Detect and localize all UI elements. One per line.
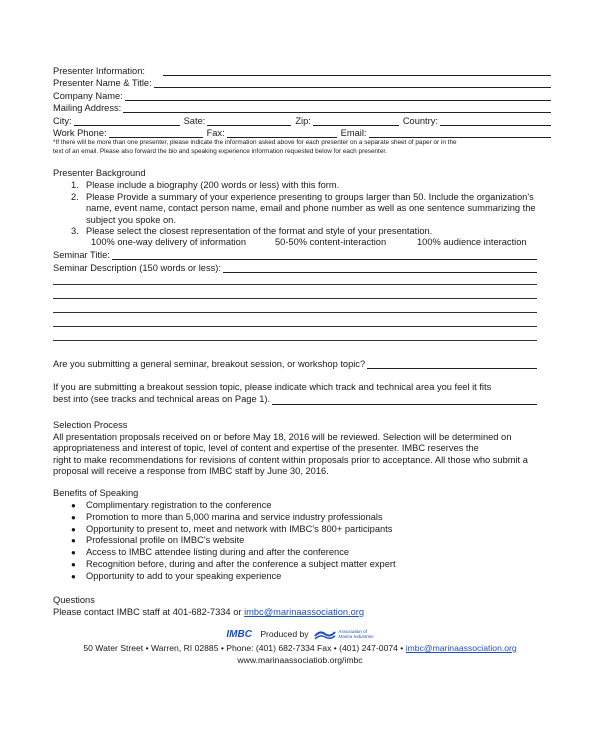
selection-text-line: right to make recommendations for revisions of content within proposals prior to acceptance. All those who submit a bbox=[53, 454, 528, 465]
assoc-name-line: Marina Industries bbox=[338, 634, 374, 639]
format-option-50-50[interactable]: 50-50% content-interaction bbox=[275, 237, 387, 247]
assoc-name-line: Association of bbox=[338, 629, 367, 634]
description-line[interactable] bbox=[53, 326, 537, 327]
topic-type-field[interactable] bbox=[53, 357, 537, 369]
zip-field[interactable] bbox=[313, 117, 399, 126]
format-option-audience[interactable]: 100% audience interaction bbox=[417, 237, 527, 247]
work-phone-label: Work Phone: bbox=[53, 128, 107, 138]
imbc-logo: IMBC bbox=[226, 628, 252, 640]
seminar-description-label: Seminar Description (150 words or less): bbox=[53, 263, 221, 273]
state-label: Sate: bbox=[183, 116, 206, 126]
presenter-info-line[interactable] bbox=[163, 64, 551, 76]
phone-fax-email-row bbox=[53, 126, 551, 138]
mailing-address-label: Mailing Address: bbox=[53, 103, 122, 113]
city-label: City: bbox=[53, 116, 72, 126]
selection-text-line: appropriateness and interest of topic, level of content and expertise of the presenter. IMBC reserves the bbox=[53, 443, 479, 453]
seminar-title-label: Seminar Title: bbox=[53, 250, 110, 260]
questions-contact bbox=[53, 607, 364, 617]
questions-text: Please contact IMBC staff at 401-682-7334 or bbox=[53, 607, 242, 617]
company-name-label: Company Name: bbox=[53, 91, 123, 101]
presenter-name-title-label: Presenter Name & Title: bbox=[53, 78, 152, 88]
list-item-text: Please Provide a summary of your experience presenting to groups larger than 50. Include the organization's bbox=[86, 191, 534, 202]
description-line[interactable] bbox=[53, 340, 537, 341]
description-line[interactable] bbox=[53, 312, 537, 313]
list-number: 2. bbox=[71, 191, 79, 202]
benefit-text: Complimentary registration to the conference bbox=[86, 500, 272, 510]
format-option-one-way[interactable]: 100% one-way delivery of information bbox=[91, 237, 247, 247]
list-number: 1. bbox=[71, 180, 79, 190]
list-item bbox=[53, 571, 396, 583]
list-item bbox=[53, 547, 396, 559]
country-field[interactable] bbox=[440, 117, 551, 126]
benefit-text: Recognition before, during and after the conference a subject matter expert bbox=[86, 558, 396, 569]
benefit-text: Access to IMBC attendee listing during and after the conference bbox=[86, 547, 350, 558]
email-field[interactable] bbox=[369, 129, 551, 138]
list-item-text: Please select the closest representation of the format and style of your presentation. bbox=[86, 226, 433, 236]
zip-label: Zip: bbox=[295, 116, 311, 126]
benefit-text: Opportunity to add to your speaking experience bbox=[86, 570, 282, 581]
footer-email-link[interactable]: imbc@marinaassociation.org bbox=[405, 643, 517, 653]
email-label: Email: bbox=[340, 128, 367, 138]
bullet-icon: ● bbox=[71, 501, 76, 510]
state-field[interactable] bbox=[207, 117, 291, 126]
presenter-info-heading-text: Presenter Information: bbox=[53, 66, 145, 76]
footer-logos bbox=[0, 628, 600, 640]
wave-icon bbox=[314, 628, 336, 640]
bullet-icon: ● bbox=[71, 559, 76, 569]
bullet-icon: ● bbox=[71, 512, 76, 522]
footer-address-line bbox=[0, 643, 600, 653]
list-item bbox=[53, 180, 536, 192]
topic-type-question: Are you submitting a general seminar, breakout session, or workshop topic? bbox=[53, 359, 366, 369]
benefit-text: Professional profile on IMBC's website bbox=[86, 535, 245, 546]
breakout-text-line: If you are submitting a breakout session topic, please indicate which track and technical area you feel it fits bbox=[53, 382, 492, 392]
multi-presenter-note-2: text of an email. Please also forward the bio and speaking experience information requested below for each presenter. bbox=[53, 148, 387, 155]
background-list bbox=[53, 180, 536, 238]
city-field[interactable] bbox=[74, 117, 180, 126]
seminar-description-field[interactable] bbox=[53, 261, 537, 273]
list-item bbox=[53, 559, 396, 571]
fax-label: Fax: bbox=[206, 128, 225, 138]
list-item bbox=[53, 512, 396, 524]
list-item-text: name, event name, contact person name, email and phone number as well as one sentence summarizing the bbox=[86, 203, 536, 213]
footer-address: 50 Water Street • Warren, RI 02885 • Phone: (401) 682-7334 Fax • (401) 247-0074 • bbox=[83, 643, 404, 653]
list-item-text: subject you spoke on. bbox=[86, 214, 176, 225]
breakout-track-field[interactable] bbox=[53, 394, 537, 406]
list-item bbox=[53, 226, 536, 238]
footer-website[interactable]: www.marinaassociatiob.org/imbc bbox=[237, 655, 363, 665]
selection-process-heading: Selection Process bbox=[53, 420, 128, 430]
presenter-name-title-field[interactable] bbox=[53, 76, 551, 88]
bullet-icon: ● bbox=[71, 548, 76, 558]
aomi-logo bbox=[314, 628, 374, 640]
bullet-icon: ● bbox=[71, 524, 76, 534]
description-line[interactable] bbox=[53, 284, 537, 285]
mailing-address-field[interactable] bbox=[53, 101, 551, 113]
benefit-text: Opportunity to present to, meet and network with IMBC's 800+ participants bbox=[86, 523, 393, 534]
selection-text-line: proposal will receive a response from IMBC staff by June 30, 2016. bbox=[53, 466, 329, 476]
questions-email-link[interactable]: imbc@marinaassociation.org bbox=[244, 607, 365, 617]
breakout-instructions bbox=[53, 382, 548, 405]
benefits-list bbox=[53, 500, 396, 583]
seminar-title-field[interactable] bbox=[53, 248, 537, 260]
bullet-icon: ● bbox=[71, 536, 76, 546]
country-label: Country: bbox=[402, 116, 438, 126]
list-item-text: Please include a biography (200 words or less) with this form. bbox=[86, 180, 340, 190]
presenter-background-heading: Presenter Background bbox=[53, 168, 146, 178]
selection-text-line: All presentation proposals received on or before May 18, 2016 will be reviewed. Selection will be determined on bbox=[53, 431, 512, 442]
company-name-field[interactable] bbox=[53, 89, 551, 101]
work-phone-field[interactable] bbox=[109, 129, 203, 138]
multi-presenter-note-1: *If there will be more than one presenter, please indicate the information asked above for each presenter on a separate sheet of paper or in the bbox=[53, 139, 457, 146]
list-item bbox=[53, 192, 536, 227]
description-line[interactable] bbox=[53, 298, 537, 299]
list-number: 3. bbox=[71, 226, 79, 236]
benefits-heading: Benefits of Speaking bbox=[53, 488, 139, 498]
produced-by-text: Produced by bbox=[260, 629, 309, 639]
list-item bbox=[53, 524, 396, 536]
breakout-text-line: best into (see tracks and technical areas on Page 1). bbox=[53, 393, 271, 404]
fax-field[interactable] bbox=[227, 129, 337, 138]
list-item bbox=[53, 500, 396, 512]
benefit-text: Promotion to more than 5,000 marina and service industry professionals bbox=[86, 511, 383, 522]
city-state-zip-row bbox=[53, 114, 551, 126]
questions-heading: Questions bbox=[53, 595, 95, 605]
bullet-icon: ● bbox=[71, 571, 76, 581]
list-item bbox=[53, 535, 396, 547]
selection-process-section bbox=[53, 420, 548, 478]
